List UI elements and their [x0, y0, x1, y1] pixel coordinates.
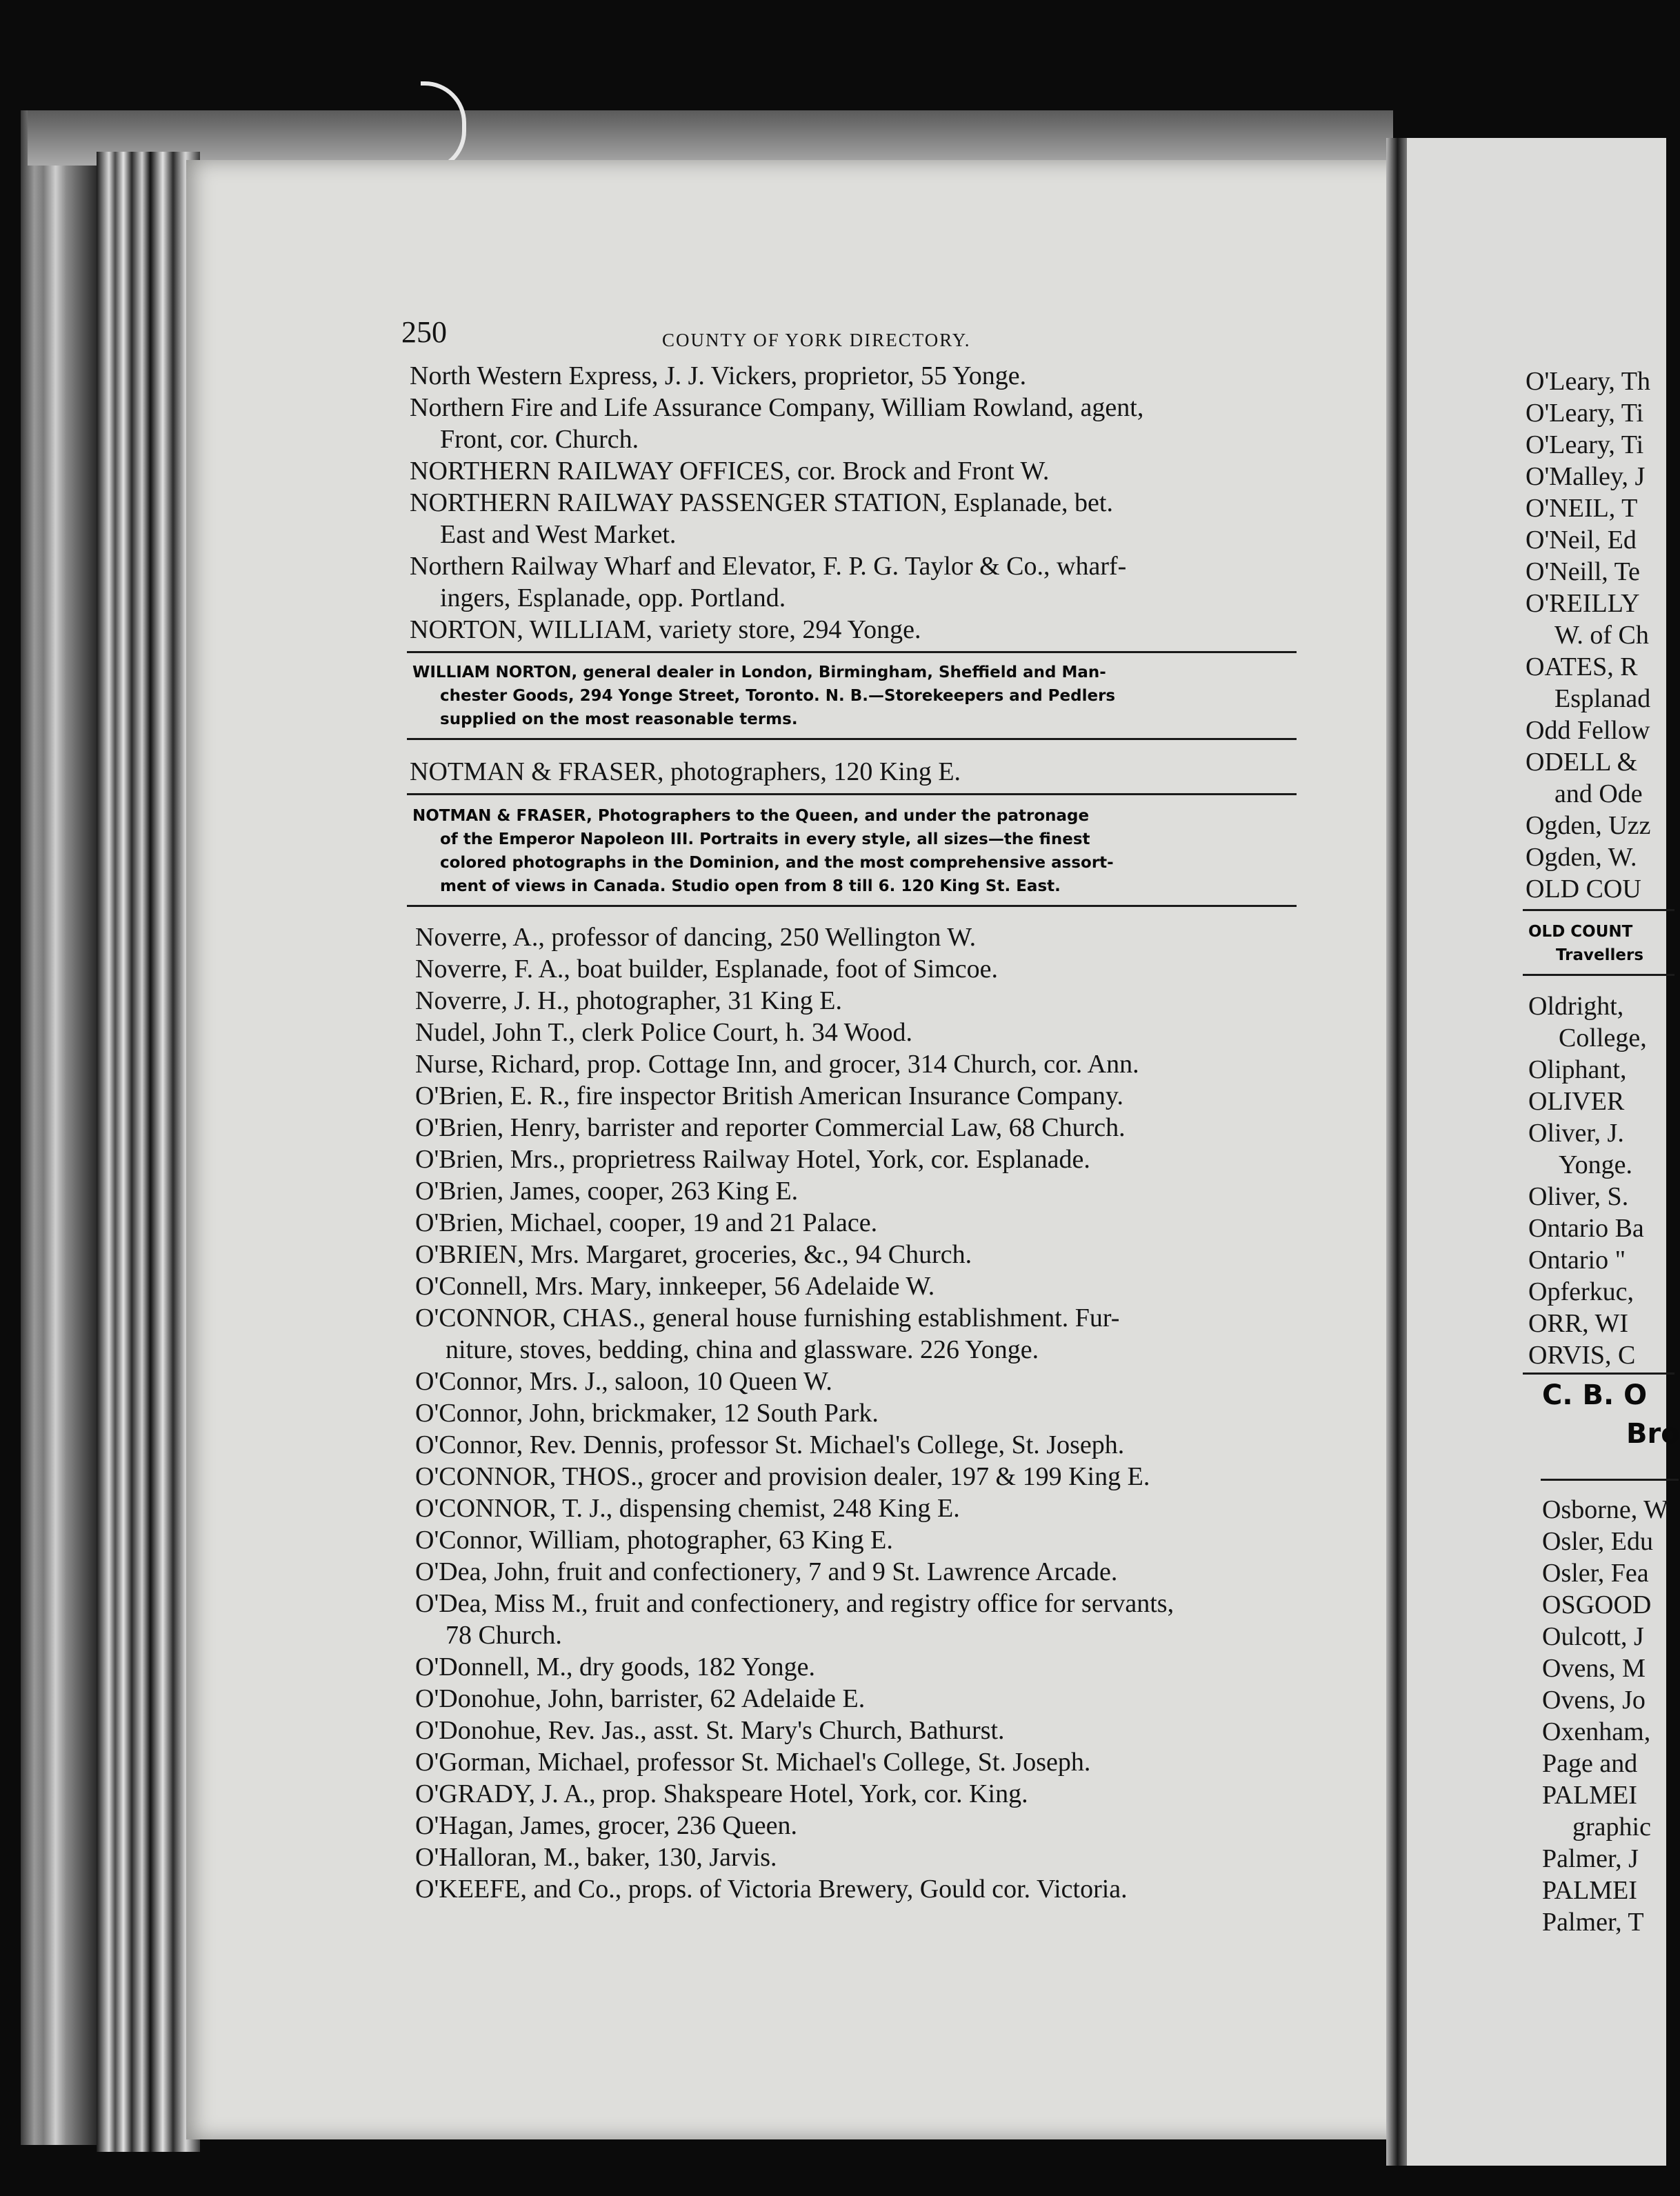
ad-line: WILLIAM NORTON, general dealer in London, Birmingham, Sheffield and Man-	[412, 663, 1106, 681]
ad-line: NOTMAN & FRASER, Photographers to the Queen, and under the patronage	[412, 807, 1090, 825]
entry-line: NORTHERN RAILWAY OFFICES, cor. Brock and Front W.	[410, 457, 1050, 486]
entry-line: Front, cor. Church.	[440, 425, 639, 454]
entry-line: O'Gorman, Michael, professor St. Michael's College, St. Joseph.	[415, 1748, 1091, 1777]
entry-line: Oldright,	[1528, 992, 1624, 1021]
entry-line: Page and	[1542, 1749, 1638, 1778]
entry-line: O'CONNOR, T. J., dispensing chemist, 248 King E.	[415, 1494, 960, 1523]
entry-line: OATES, R	[1526, 652, 1638, 681]
ad-rule-bottom	[407, 905, 1297, 907]
entry-line: Noverre, A., professor of dancing, 250 Wellington W.	[415, 923, 977, 952]
entry-line: O'Connor, Mrs. J., saloon, 10 Queen W.	[415, 1367, 832, 1396]
entry-line: O'NEIL, T	[1526, 494, 1638, 523]
entry-line: O'Malley, J	[1526, 462, 1646, 491]
right-page	[1407, 138, 1680, 2166]
entry-line: Ovens, Jo	[1542, 1686, 1646, 1715]
entry-line: Northern Fire and Life Assurance Company, William Rowland, agent,	[410, 393, 1144, 422]
book-top-edge	[28, 110, 1393, 166]
entry-line: O'Donohue, John, barrister, 62 Adelaide E.	[415, 1684, 866, 1713]
ad-line: of the Emperor Napoleon III. Portraits in every style, all sizes—the finest	[440, 830, 1090, 848]
entry-line: O'Brien, E. R., fire inspector British American Insurance Company.	[415, 1081, 1123, 1110]
entry-line: O'Leary, Ti	[1526, 430, 1644, 459]
entry-line: OSGOOD	[1542, 1590, 1652, 1619]
entry-line: O'Hagan, James, grocer, 236 Queen.	[415, 1811, 798, 1840]
entry-line: Palmer, J	[1542, 1844, 1639, 1873]
entry-line: O'Brien, Henry, barrister and reporter Commercial Law, 68 Church.	[415, 1113, 1126, 1142]
ad-line: OLD COUNT	[1528, 923, 1633, 941]
ad-line: C. B. O	[1542, 1379, 1648, 1411]
entry-line: niture, stoves, bedding, china and glassware. 226 Yonge.	[446, 1335, 1039, 1364]
entry-line: PALMEI	[1542, 1876, 1637, 1905]
entry-line: O'CONNOR, THOS., grocer and provision dealer, 197 & 199 King E.	[415, 1462, 1150, 1491]
entry-line: Ovens, M	[1542, 1654, 1646, 1683]
book-cover-edge	[21, 110, 97, 2145]
entry-line: OLIVER	[1528, 1087, 1625, 1116]
entry-line: Oxenham,	[1542, 1717, 1651, 1746]
entry-line: O'BRIEN, Mrs. Margaret, groceries, &c., 94 Church.	[415, 1240, 972, 1269]
entry-line: NOTMAN & FRASER, photographers, 120 King E.	[410, 757, 961, 786]
entry-line: O'CONNOR, CHAS., general house furnishing establishment. Fur-	[415, 1304, 1120, 1332]
page-number: 250	[401, 315, 447, 349]
ad-line: chester Goods, 294 Yonge Street, Toronto. N. B.—Storekeepers and Pedlers	[440, 687, 1116, 705]
ad-line: Bro	[1626, 1418, 1680, 1450]
entry-line: ingers, Esplanade, opp. Portland.	[440, 583, 786, 612]
entry-line: Nurse, Richard, prop. Cottage Inn, and grocer, 314 Church, cor. Ann.	[415, 1050, 1139, 1079]
book-gutter	[1386, 138, 1407, 2166]
entry-line: Oliphant,	[1528, 1055, 1627, 1084]
ad-rule-bottom	[1541, 1479, 1679, 1481]
entry-line: North Western Express, J. J. Vickers, proprietor, 55 Yonge.	[410, 361, 1027, 390]
ad-rule-top	[407, 651, 1297, 653]
running-header: COUNTY OF YORK DIRECTORY.	[662, 330, 971, 350]
entry-line: O'Neil, Ed	[1526, 526, 1637, 555]
entry-line: W. of Ch	[1554, 621, 1649, 650]
entry-line: Nudel, John T., clerk Police Court, h. 34 Wood.	[415, 1018, 912, 1047]
ad-rule-bottom	[407, 738, 1297, 740]
entry-line: Esplanad	[1554, 684, 1651, 713]
entry-line: O'Connor, William, photographer, 63 King E.	[415, 1526, 893, 1555]
entry-line: Oliver, S.	[1528, 1182, 1629, 1211]
ad-rule-top	[407, 793, 1297, 795]
entry-line: O'KEEFE, and Co., props. of Victoria Brewery, Gould cor. Victoria.	[415, 1875, 1128, 1904]
entry-line: Noverre, J. H., photographer, 31 King E.	[415, 986, 843, 1015]
entry-line: Noverre, F. A., boat builder, Esplanade, foot of Simcoe.	[415, 955, 998, 984]
entry-line: Oulcott, J	[1542, 1622, 1644, 1651]
entry-line: Oliver, J.	[1528, 1119, 1624, 1148]
entry-line: Ontario Ba	[1528, 1214, 1644, 1243]
entry-line: 78 Church.	[446, 1621, 562, 1650]
entry-line: Osborne, W	[1542, 1495, 1668, 1524]
entry-line: PALMEI	[1542, 1781, 1637, 1810]
entry-line: O'Dea, Miss M., fruit and confectionery, and registry office for servants,	[415, 1589, 1174, 1618]
entry-line: East and West Market.	[440, 520, 677, 549]
ad-rule-top	[1523, 909, 1674, 911]
ad-line: supplied on the most reasonable terms.	[440, 710, 798, 728]
entry-line: Osler, Fea	[1542, 1559, 1649, 1588]
entry-line: O'Leary, Ti	[1526, 399, 1644, 428]
entry-line: O'Donohue, Rev. Jas., asst. St. Mary's Church, Bathurst.	[415, 1716, 1005, 1745]
ad-rule-bottom	[1523, 974, 1674, 976]
entry-line: Yonge.	[1559, 1150, 1633, 1179]
ad-line: colored photographs in the Dominion, and the most comprehensive assort-	[440, 854, 1114, 872]
entry-line: O'Connell, Mrs. Mary, innkeeper, 56 Adelaide W.	[415, 1272, 935, 1301]
entry-line: O'Connor, Rev. Dennis, professor St. Michael's College, St. Joseph.	[415, 1430, 1125, 1459]
entry-line: Osler, Edu	[1542, 1527, 1653, 1556]
entry-line: O'Brien, James, cooper, 263 King E.	[415, 1177, 799, 1206]
entry-line: O'GRADY, J. A., prop. Shakspeare Hotel, York, cor. King.	[415, 1779, 1028, 1808]
entry-line: O'Brien, Mrs., proprietress Railway Hotel, York, cor. Esplanade.	[415, 1145, 1090, 1174]
entry-line: O'REILLY	[1526, 589, 1640, 618]
left-page	[186, 160, 1421, 2139]
entry-line: College,	[1559, 1024, 1647, 1052]
entry-line: OLD COU	[1526, 875, 1641, 904]
entry-line: Opferkuc,	[1528, 1277, 1634, 1306]
entry-line: O'Donnell, M., dry goods, 182 Yonge.	[415, 1653, 816, 1681]
entry-line: O'Neill, Te	[1526, 557, 1641, 586]
entry-line: O'Leary, Th	[1526, 367, 1650, 396]
ad-line: ment of views in Canada. Studio open from 8 till 6. 120 King St. East.	[440, 877, 1061, 895]
entry-line: Ogden, W.	[1526, 843, 1637, 872]
entry-line: ODELL &	[1526, 748, 1638, 777]
entry-line: and Ode	[1554, 779, 1643, 808]
entry-line: Odd Fellow	[1526, 716, 1650, 745]
entry-line: O'Brien, Michael, cooper, 19 and 21 Palace.	[415, 1208, 878, 1237]
page-stack-edge	[97, 152, 200, 2152]
entry-line: Palmer, T	[1542, 1908, 1644, 1937]
entry-line: Ontario "	[1528, 1246, 1626, 1275]
entry-line: ORR, WI	[1528, 1309, 1628, 1338]
entry-line: O'Halloran, M., baker, 130, Jarvis.	[415, 1843, 777, 1872]
entry-line: O'Dea, John, fruit and confectionery, 7 and 9 St. Lawrence Arcade.	[415, 1557, 1118, 1586]
entry-line: graphic	[1572, 1813, 1651, 1841]
entry-line: NORTON, WILLIAM, variety store, 294 Yonge.	[410, 615, 921, 644]
entry-line: Ogden, Uzz	[1526, 811, 1651, 840]
entry-line: NORTHERN RAILWAY PASSENGER STATION, Esplanade, bet.	[410, 488, 1113, 517]
ad-line: Travellers	[1556, 946, 1644, 964]
entry-line: Northern Railway Wharf and Elevator, F. P. G. Taylor & Co., wharf-	[410, 552, 1127, 581]
entry-line: O'Connor, John, brickmaker, 12 South Park.	[415, 1399, 879, 1428]
ad-rule-top	[1523, 1372, 1674, 1375]
entry-line: ORVIS, C	[1528, 1341, 1636, 1370]
